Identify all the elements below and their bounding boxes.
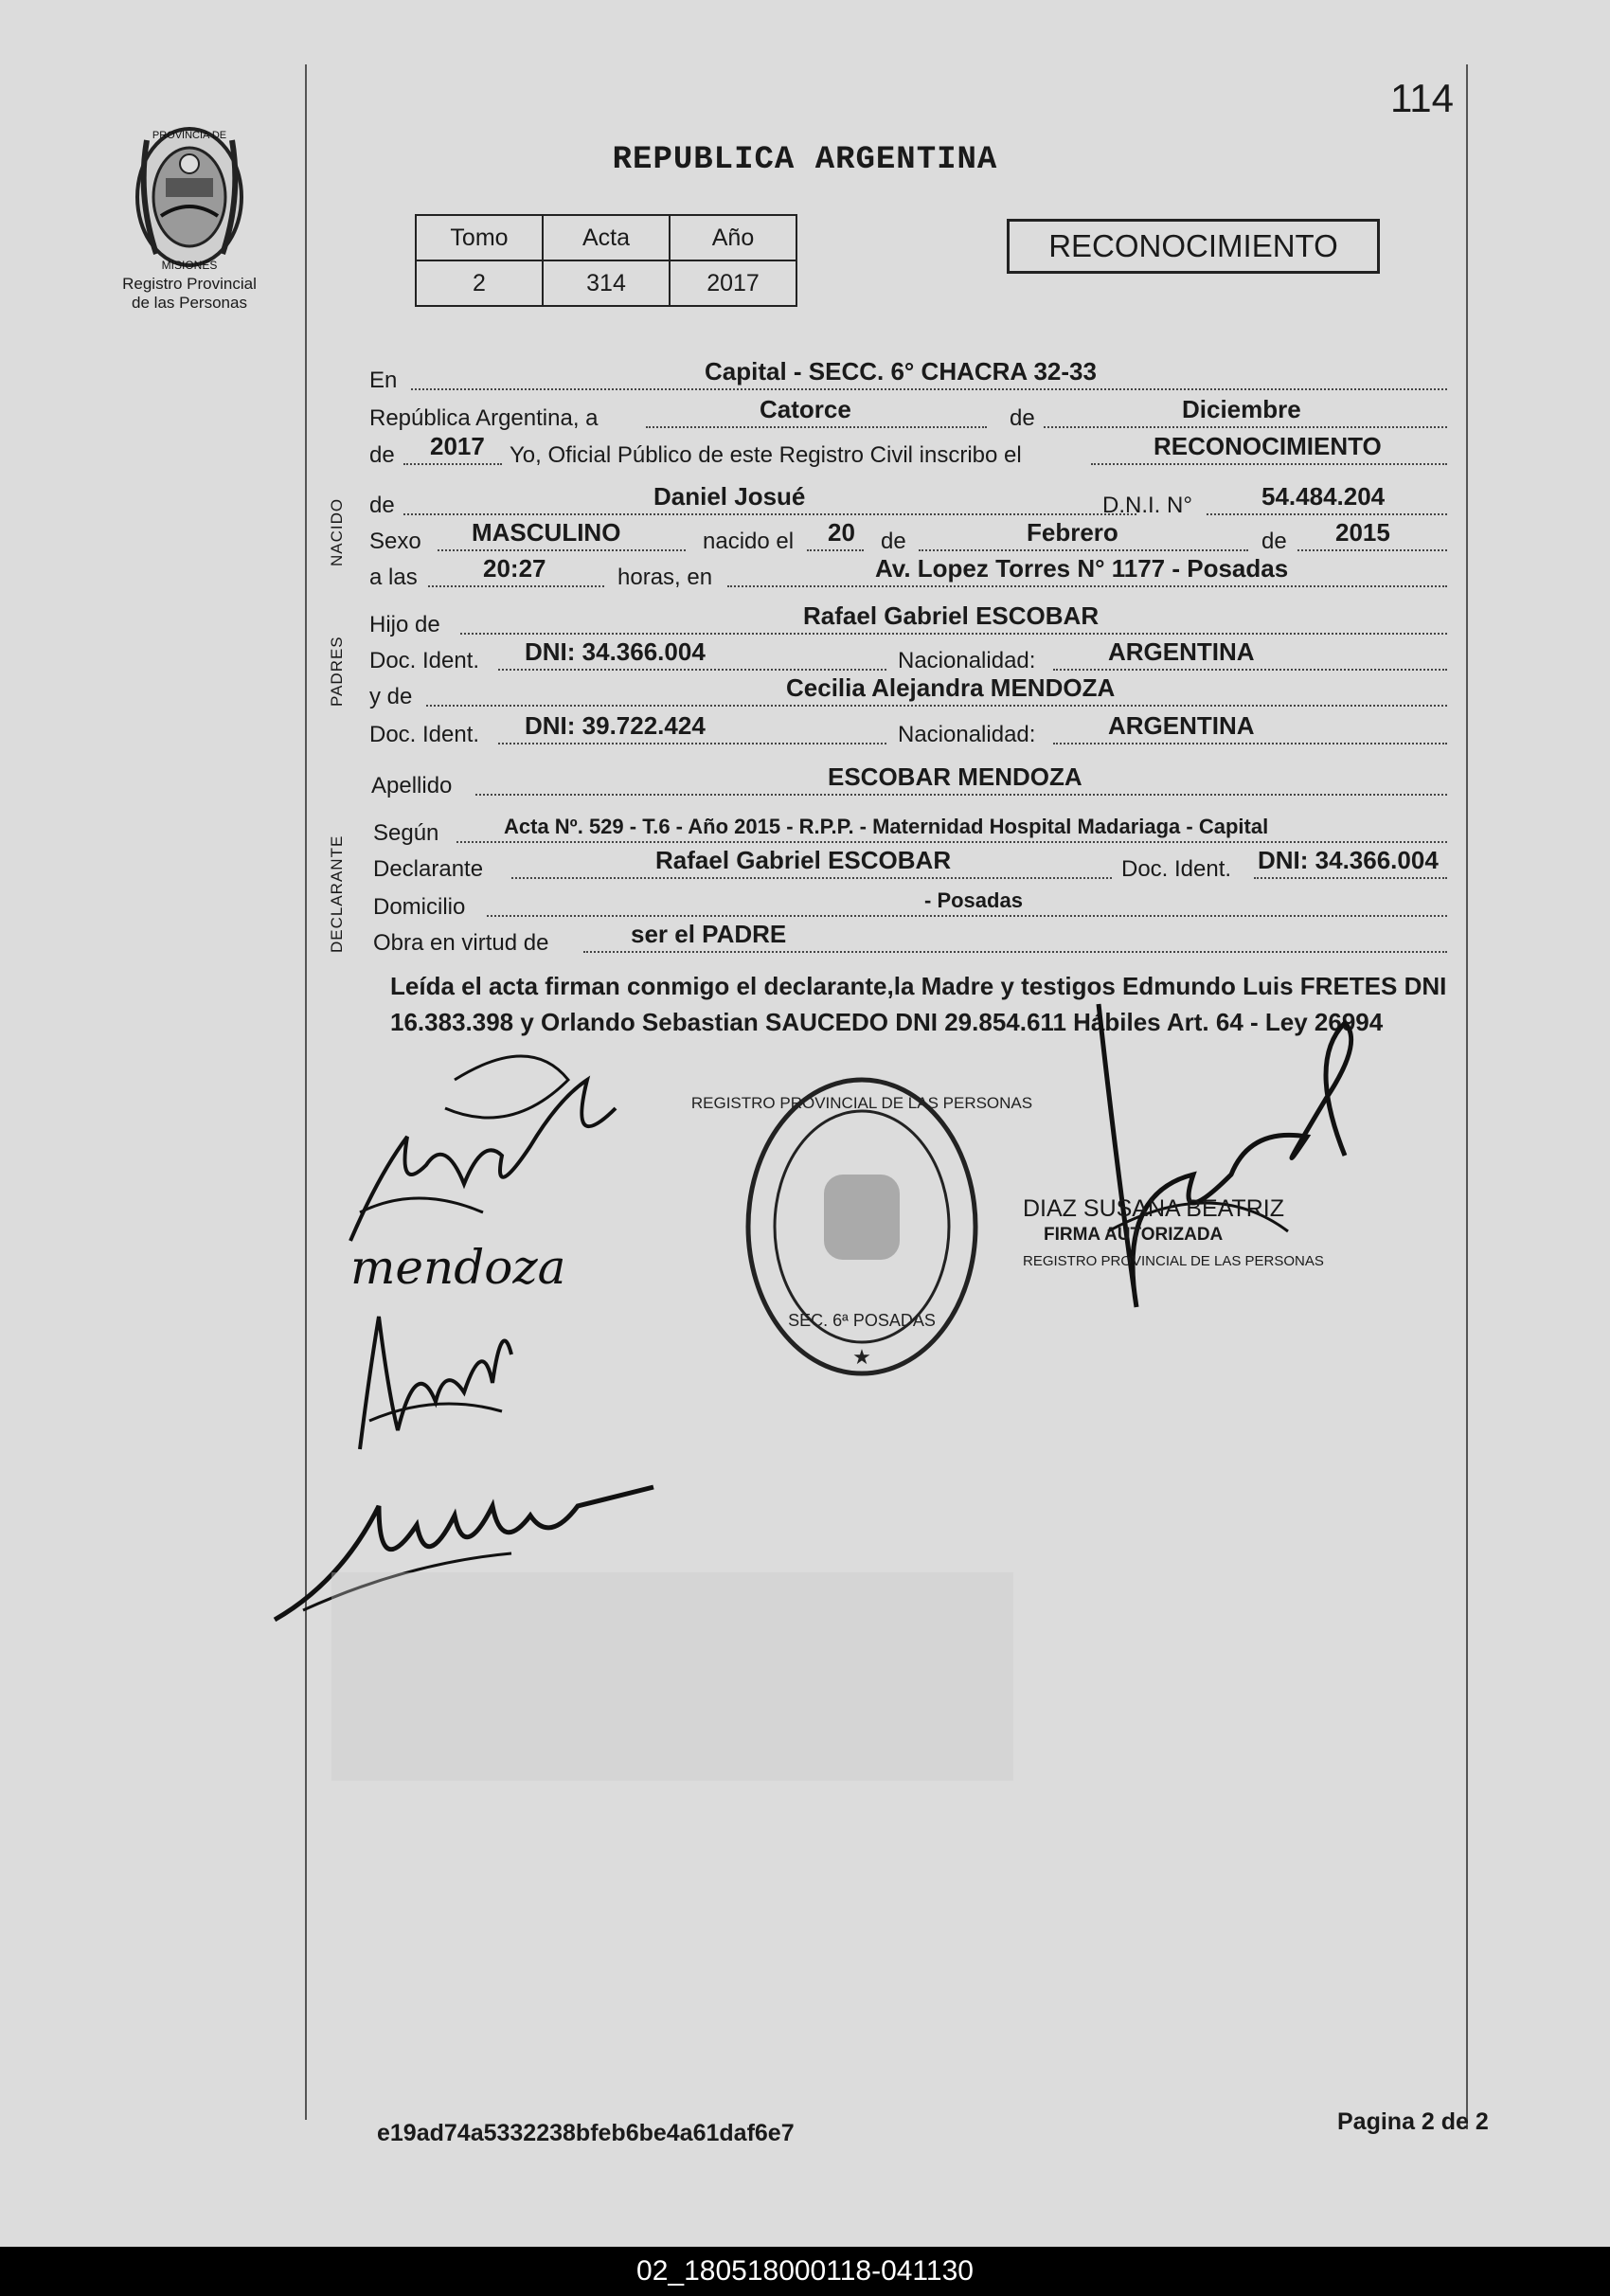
dots-declarante — [511, 877, 1112, 879]
label-nacido: nacido el — [703, 529, 795, 554]
label-mother-nat: Nacionalidad: — [898, 722, 1036, 747]
signature-witness-1 — [341, 1298, 530, 1468]
row-en — [369, 358, 1447, 396]
label-de-month: de — [1010, 405, 1035, 431]
dots-father-nat — [1053, 669, 1447, 671]
value-birth-day: 20 — [828, 518, 855, 547]
row-mother — [369, 674, 1447, 712]
dots-birth-year — [1297, 549, 1447, 551]
value-child-name: Daniel Josué — [653, 482, 806, 511]
row-year — [369, 433, 1447, 471]
row-republica — [369, 396, 1447, 434]
row-name — [369, 483, 1447, 521]
register-value-acta: 314 — [543, 260, 670, 306]
value-domicilio: - Posadas — [924, 888, 1023, 912]
value-segun: Acta Nº. 529 - T.6 - Año 2015 - R.P.P. - Maternidad Hospital Madariaga - Capital — [504, 815, 1269, 838]
right-margin-line — [1466, 64, 1468, 2129]
signature-mother — [341, 1231, 587, 1307]
row-sexo — [369, 519, 1447, 557]
label-hijo: Hijo de — [369, 612, 440, 637]
document-hash: e19ad74a5332238bfeb6be4a61daf6e7 — [377, 2120, 795, 2146]
logo-caption — [99, 275, 279, 313]
value-child-dni: 54.484.204 — [1261, 482, 1386, 511]
value-obra: ser el PADRE — [631, 920, 787, 948]
official-name: DIAZ SUSANA BEATRIZ — [1023, 1195, 1284, 1222]
value-father-doc: DNI: 34.366.004 — [525, 637, 706, 666]
logo-caption-line-1: Registro Provincial — [122, 275, 257, 293]
dots-birth-place — [727, 585, 1447, 587]
dots-dni — [1207, 513, 1447, 515]
row-father-doc — [369, 638, 1447, 676]
dots-time — [428, 585, 604, 587]
signature-father — [341, 1023, 644, 1260]
seal-outer-text: REGISTRO PROVINCIAL DE LAS PERSONAS — [690, 1094, 1033, 1112]
dots-birth-month — [919, 549, 1248, 551]
register-value-ano: 2017 — [670, 260, 796, 306]
left-margin-line — [305, 64, 307, 2120]
value-act-inscribed: RECONOCIMIENTO — [1154, 432, 1382, 460]
official-org: REGISTRO PROVINCIAL DE LAS PERSONAS — [1023, 1253, 1324, 1269]
label-father-doc: Doc. Ident. — [369, 648, 480, 673]
dots-declarante-doc — [1254, 877, 1447, 879]
label-republica: República Argentina, a — [369, 405, 599, 431]
official-role: FIRMA AUTORIZADA — [1044, 1225, 1224, 1245]
value-father-nat: ARGENTINA — [1108, 637, 1255, 666]
label-domicilio: Domicilio — [373, 894, 466, 920]
label-horas: horas, en — [617, 565, 713, 590]
dots-day — [646, 426, 987, 428]
row-obra — [369, 921, 1447, 959]
side-label-nacido: NACIDO — [328, 497, 346, 566]
label-segun: Según — [373, 820, 439, 846]
value-declarante-doc: DNI: 34.366.004 — [1258, 846, 1439, 874]
value-place: Capital - SECC. 6° CHACRA 32-33 — [705, 357, 1097, 386]
closing-statement: Leída el acta firman conmigo el declarante,la Madre y testigos Edmundo Luis FRETES DNI 16.383.398 y Orlando Sebastian SAUCEDO DNI 29.854.611 Hábiles Art. 64 - Ley 26994 — [390, 972, 1447, 1036]
act-type-box: RECONOCIMIENTO — [1007, 219, 1380, 274]
value-birth-place: Av. Lopez Torres N° 1177 - Posadas — [875, 554, 1289, 583]
dots-father — [460, 633, 1447, 635]
label-de-name: de — [369, 493, 395, 518]
dots-year — [403, 463, 502, 465]
value-year: 2017 — [430, 432, 485, 460]
value-apellido: ESCOBAR MENDOZA — [828, 762, 1082, 791]
label-mother-doc: Doc. Ident. — [369, 722, 480, 747]
row-apellido — [369, 763, 1447, 801]
dots-en — [411, 388, 1447, 390]
value-mother-doc: DNI: 39.722.424 — [525, 711, 706, 740]
row-mother-doc — [369, 712, 1447, 750]
label-alas: a las — [369, 565, 418, 590]
value-father-name: Rafael Gabriel ESCOBAR — [803, 601, 1100, 630]
label-father-nat: Nacionalidad: — [898, 648, 1036, 673]
label-apellido: Apellido — [371, 773, 453, 798]
dots-sexo — [438, 549, 686, 551]
value-birth-time: 20:27 — [483, 554, 546, 583]
label-sexo: Sexo — [369, 529, 421, 554]
value-birth-month: Febrero — [1027, 518, 1118, 547]
label-declarante-doc: Doc. Ident. — [1121, 856, 1232, 882]
document-title: REPUBLICA ARGENTINA — [612, 142, 998, 178]
dots-father-doc — [498, 669, 886, 671]
seal-inner-text: SEC. 6ª POSADAS — [788, 1311, 936, 1330]
side-label-padres: PADRES — [328, 636, 346, 707]
label-de-birth-month: de — [881, 529, 906, 554]
logo-text-bottom: MISIONES — [161, 259, 218, 272]
label-de-birth-year: de — [1261, 529, 1287, 554]
register-header-acta: Acta — [543, 215, 670, 260]
signature-mother-text: mendoza — [350, 1240, 566, 1295]
logo-caption-line-2: de las Personas — [132, 294, 247, 312]
register-header-ano: Año — [670, 215, 796, 260]
label-de-year: de — [369, 442, 395, 468]
dots-name — [403, 513, 1136, 515]
value-mother-name: Cecilia Alejandra MENDOZA — [786, 673, 1116, 702]
dots-segun — [456, 841, 1447, 843]
dots-month — [1044, 426, 1447, 428]
signature-official — [1061, 985, 1383, 1326]
value-sexo: MASCULINO — [472, 518, 621, 547]
row-father — [369, 602, 1447, 640]
label-en: En — [369, 368, 398, 393]
dots-birth-day — [807, 549, 864, 551]
register-table — [415, 214, 797, 307]
label-yo: Yo, Oficial Público de este Registro Civil inscribo el — [510, 442, 1022, 468]
value-month: Diciembre — [1182, 395, 1301, 423]
label-declarante: Declarante — [373, 856, 484, 882]
value-mother-nat: ARGENTINA — [1108, 711, 1255, 740]
official-seal — [690, 1070, 1033, 1383]
register-header-tomo: Tomo — [416, 215, 543, 260]
row-time — [369, 555, 1447, 593]
label-dni: D.N.I. N° — [1102, 493, 1192, 518]
logo-text-top: PROVINCIA DE — [152, 130, 227, 141]
row-declarante — [369, 847, 1447, 885]
page-number: 114 — [1390, 76, 1454, 120]
dots-apellido — [475, 794, 1447, 796]
dots-act — [1091, 463, 1447, 465]
value-day: Catorce — [760, 395, 851, 423]
side-label-declarante: DECLARANTE — [328, 834, 346, 953]
watermark-block — [331, 1572, 1013, 1781]
dots-mother-doc — [498, 743, 886, 744]
dots-obra — [583, 951, 1447, 953]
seal-star-icon: ★ — [852, 1345, 871, 1369]
dots-domicilio — [487, 915, 1447, 917]
register-value-tomo: 2 — [416, 260, 543, 306]
row-domicilio — [369, 885, 1447, 923]
dots-mother — [426, 705, 1447, 707]
label-obra: Obra en virtud de — [373, 930, 549, 956]
value-declarante: Rafael Gabriel ESCOBAR — [655, 846, 952, 874]
file-id-bar: 02_180518000118-041130 — [0, 2247, 1610, 2296]
official-stamp — [1023, 1195, 1324, 1275]
label-yde: y de — [369, 684, 413, 709]
row-segun — [369, 811, 1447, 849]
value-birth-year: 2015 — [1335, 518, 1390, 547]
dots-mother-nat — [1053, 743, 1447, 744]
page-info: Pagina 2 de 2 — [1337, 2108, 1489, 2135]
